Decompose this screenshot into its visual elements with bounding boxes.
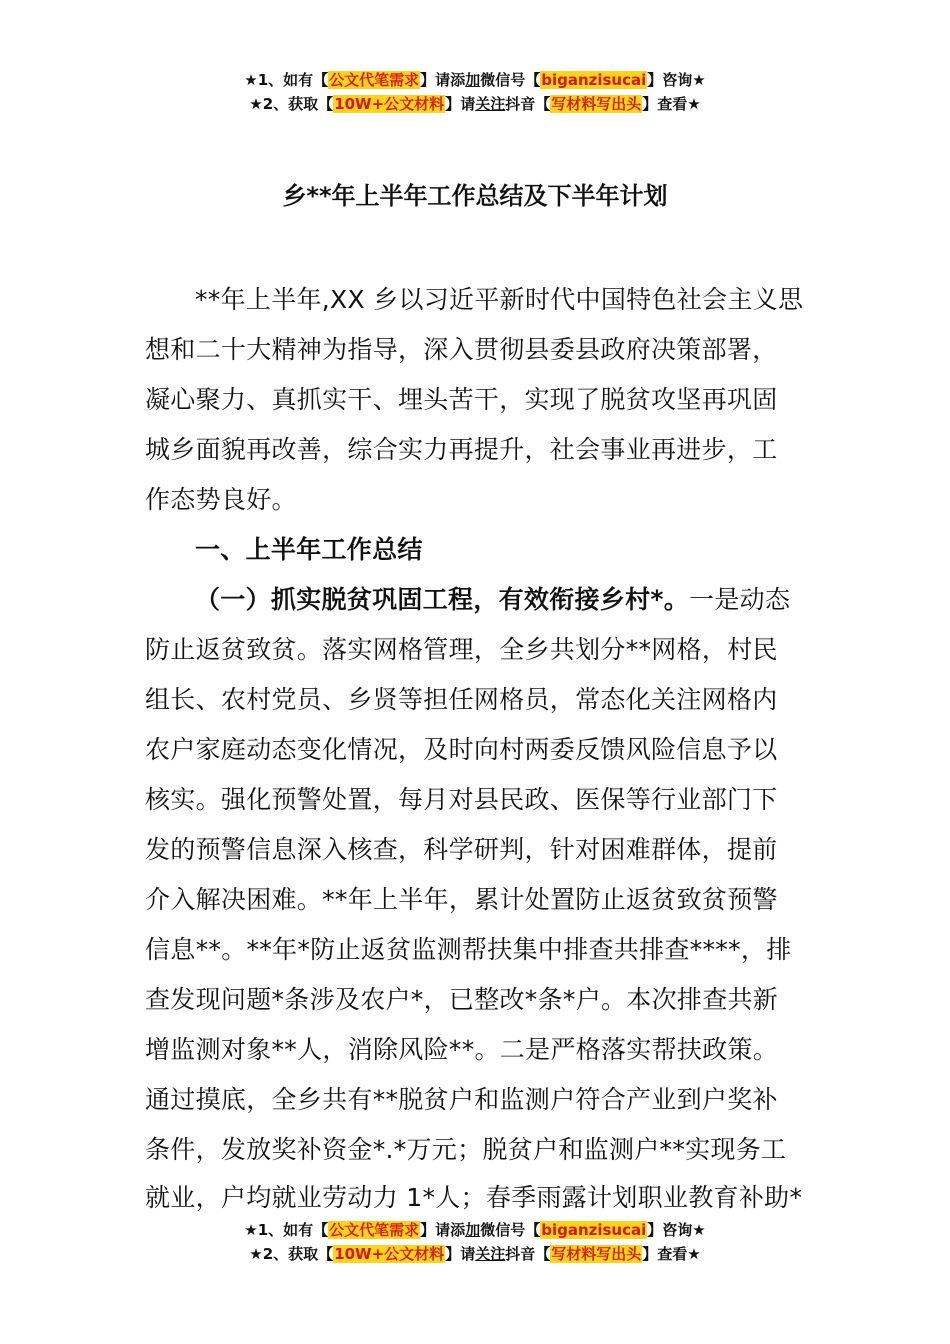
highlight-wechat-id: biganzisucai <box>541 1221 647 1239</box>
body-line: 核实。强化预警处置，每月对县民政、医保等行业部门下 <box>145 785 778 814</box>
subsection-heading: （一）抓实脱贫巩固工程，有效衔接乡村*。 <box>195 585 690 614</box>
intro-line: 城乡面貌再改善，综合实力再提升，社会事业再进步，工 <box>145 435 778 464</box>
body-line: 增监测对象**人，消除风险**。二是严格落实帮扶政策。 <box>145 1035 779 1064</box>
body-line: 查发现问题*条涉及农户*，已整改*条*户。本次排查共新 <box>145 985 779 1014</box>
intro-line: 凝心聚力、真抓实干、埋头苦干，实现了脱贫攻坚再巩固 <box>145 385 778 414</box>
body-line: 就业，户均就业劳动力 1*人；春季雨露计划职业教育补助* <box>145 1183 803 1212</box>
banner-line-1: ★1、如有【公文代笔需求】请添加微信号【biganzisucai】咨询★ <box>244 1221 706 1239</box>
section-heading: 一、上半年工作总结 <box>195 535 423 564</box>
intro-line: 作态势良好。 <box>145 485 297 514</box>
highlight-materials: 10W+公文材料 <box>334 95 445 113</box>
body-line: 农户家庭动态变化情况，及时向村两委反馈风险信息予以 <box>145 735 778 764</box>
highlight-wechat-id: biganzisucai <box>541 71 647 89</box>
body-line: 信息**。**年*防止返贫监测帮扶集中排查共排查****，排 <box>145 935 792 964</box>
highlight-service: 公文代笔需求 <box>329 1221 420 1239</box>
body-line: 介入解决困难。**年上半年，累计处置防止返贫致贫预警 <box>145 885 778 914</box>
body-line: 通过摸底，全乡共有**脱贫户和监测户符合产业到户奖补 <box>145 1085 778 1114</box>
banner-line-2: ★2、获取【10W+公文材料】请关注抖音【写材料写出头】查看★ <box>249 1245 701 1263</box>
body-line: 防止返贫致贫。落实网格管理，全乡共划分**网格，村民 <box>145 635 778 664</box>
top-banner <box>0 68 950 116</box>
subsection-first-line: （一）抓实脱贫巩固工程，有效衔接乡村*。一是动态 <box>195 585 791 614</box>
highlight-materials: 10W+公文材料 <box>334 1245 445 1263</box>
highlight-service: 公文代笔需求 <box>329 71 420 89</box>
body-line: 条件，发放奖补资金*.*万元；脱贫户和监测户**实现务工 <box>145 1135 787 1164</box>
body-line: 组长、农村党员、乡贤等担任网格员，常态化关注网格内 <box>145 685 778 714</box>
intro-line: **年上半年,XX 乡以习近平新时代中国特色社会主义思 <box>195 285 804 314</box>
highlight-douyin: 写材料写出头 <box>551 95 642 113</box>
highlight-douyin: 写材料写出头 <box>551 1245 642 1263</box>
intro-line: 想和二十大精神为指导，深入贯彻县委县政府决策部署， <box>145 335 778 364</box>
bottom-banner <box>0 1218 950 1266</box>
banner-line-1: ★1、如有【公文代笔需求】请添加微信号【biganzisucai】咨询★ <box>244 71 706 89</box>
body-line: 发的预警信息深入核查，科学研判，针对困难群体，提前 <box>145 835 778 864</box>
document-title: 乡**年上半年工作总结及下半年计划 <box>282 182 668 210</box>
banner-line-2: ★2、获取【10W+公文材料】请关注抖音【写材料写出头】查看★ <box>249 95 701 113</box>
